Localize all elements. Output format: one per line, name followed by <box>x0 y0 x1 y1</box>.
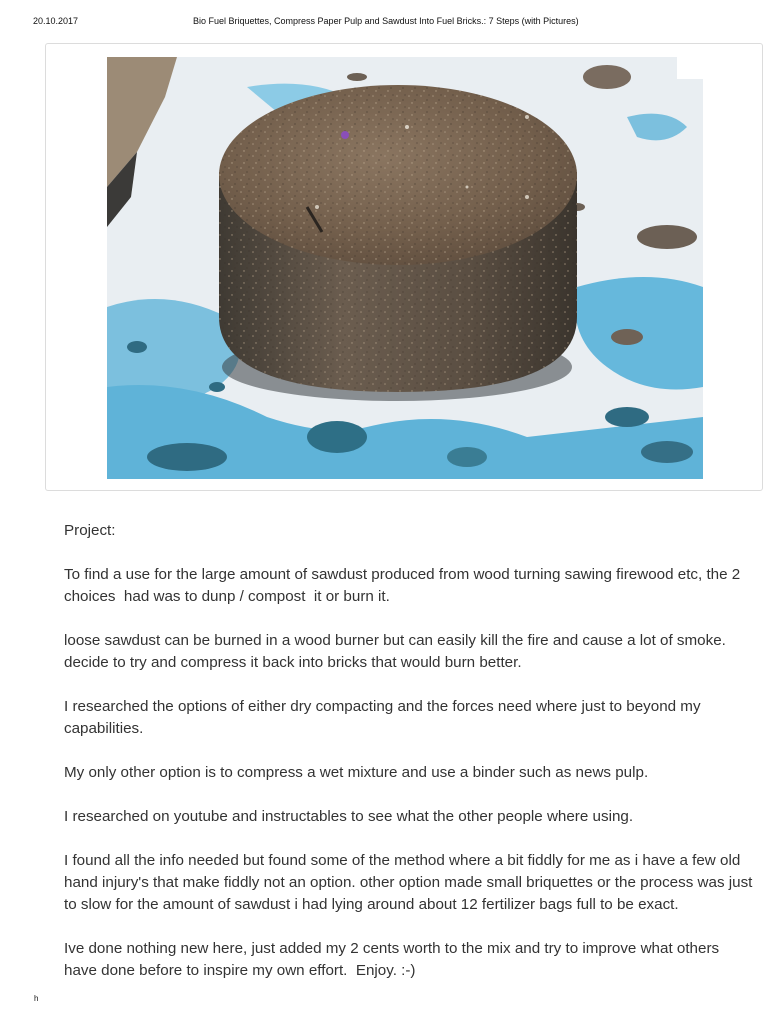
article-paragraph: Project: <box>64 522 116 539</box>
article-body <box>64 520 757 1004</box>
step-image-frame[interactable] <box>45 43 763 491</box>
article-paragraph: I researched on youtube and instructables to see what the other people where using. <box>64 808 634 825</box>
print-date: 20.10.2017 <box>33 16 79 26</box>
article-paragraph: I found all the info needed but found some of the method where a bit fiddly for me as i have a few old hand injury's that make fiddly not an option. other option made small briquettes or the process was just to slow for the amount of sawdust i had lying around about 12 fertilizer bags full to be exact. <box>64 852 757 913</box>
article-paragraph: Ive done nothing new here, just added my 2 cents worth to the mix and try to improve what others have done before to inspire my own effort. Enjoy. :-) <box>64 940 724 979</box>
page-marker: h <box>34 994 39 1003</box>
article-paragraph: My only other option is to compress a wet mixture and use a binder such as news pulp. <box>64 764 649 781</box>
article-paragraph: To find a use for the large amount of sawdust produced from wood turning sawing firewood etc, the 2 choices had was to dunp / compost it or burn it. <box>64 566 745 605</box>
print-title: Bio Fuel Briquettes, Compress Paper Pulp and Sawdust Into Fuel Bricks.: 7 Steps (with Pictures) <box>193 16 579 26</box>
print-header <box>0 16 768 30</box>
article-paragraph: I researched the options of either dry compacting and the forces need where just to beyond my capabilities. <box>64 698 705 737</box>
article-paragraph: loose sawdust can be burned in a wood burner but can easily kill the fire and cause a lot of smoke. decide to try and compress it back into bricks that would burn better. <box>64 632 731 671</box>
briquette-photo[interactable] <box>107 57 703 479</box>
